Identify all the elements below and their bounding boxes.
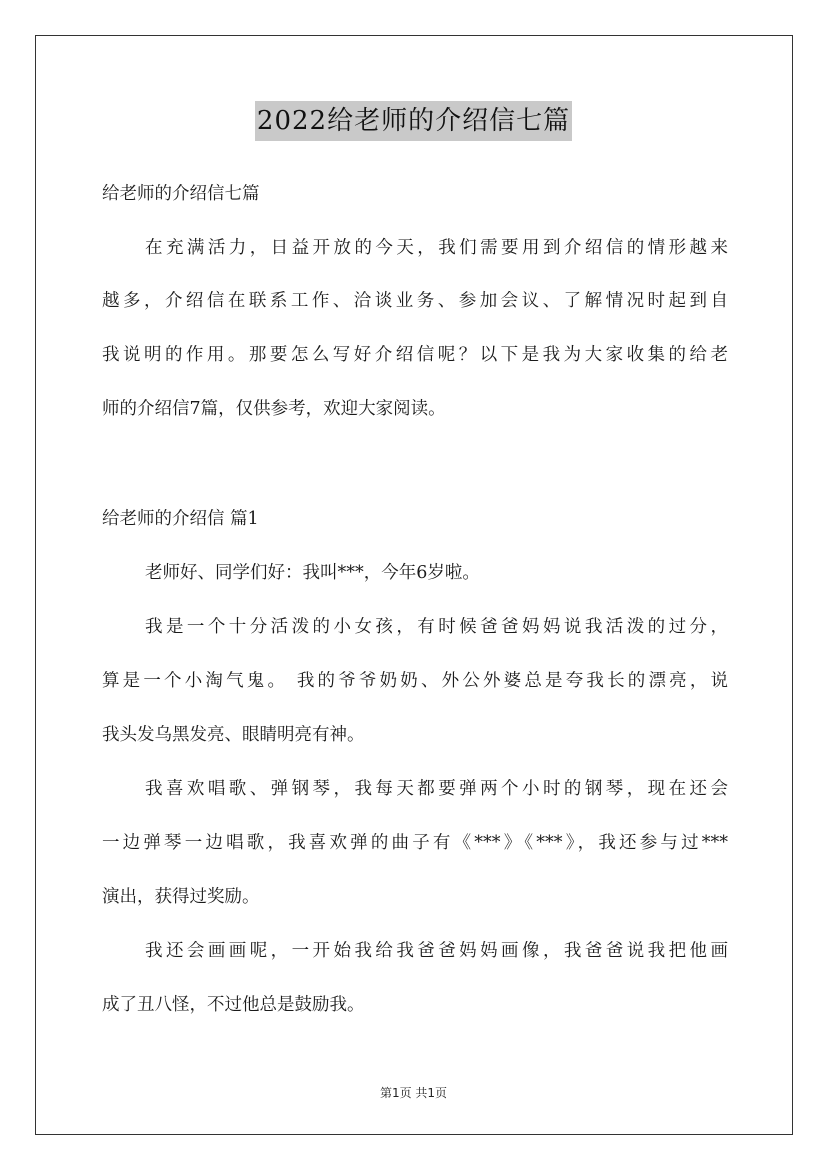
section-heading: 给老师的介绍信 篇1 xyxy=(102,509,259,529)
body-line: 算是一个小淘气鬼。 我的爷爷奶奶、外公外婆总是夸我长的漂亮，说 xyxy=(102,671,728,691)
body-line: 我是一个十分活泼的小女孩，有时候爸爸妈妈说我活泼的过分， xyxy=(145,617,728,637)
intro-line: 在充满活力，日益开放的今天，我们需要用到介绍信的情形越来 xyxy=(145,238,728,258)
document-title: 2022给老师的介绍信七篇 xyxy=(255,101,572,141)
body-line: 我还会画画呢，一开始我给我爸爸妈妈画像，我爸爸说我把他画 xyxy=(145,941,728,961)
page-footer: 第1页 共1页 xyxy=(379,1086,448,1100)
body-line: 成了丑八怪，不过他总是鼓励我。 xyxy=(102,995,365,1015)
body-line: 我喜欢唱歌、弹钢琴，我每天都要弹两个小时的钢琴，现在还会 xyxy=(145,779,728,799)
document-subtitle: 给老师的介绍信七篇 xyxy=(102,184,260,204)
intro-line: 师的介绍信7篇，仅供参考，欢迎大家阅读。 xyxy=(102,399,446,419)
intro-line: 我说明的作用。那要怎么写好介绍信呢？以下是我为大家收集的给老 xyxy=(102,345,728,365)
intro-line: 越多，介绍信在联系工作、洽谈业务、参加会议、了解情况时起到自 xyxy=(102,291,728,311)
body-line: 一边弹琴一边唱歌，我喜欢弹的曲子有《***》《***》，我还参与过*** xyxy=(102,833,728,853)
body-line: 演出，获得过奖励。 xyxy=(102,887,260,907)
title-container xyxy=(0,101,827,141)
body-line: 我头发乌黑发亮、眼睛明亮有神。 xyxy=(102,725,365,745)
body-line: 老师好、同学们好：我叫***，今年6岁啦。 xyxy=(145,563,480,583)
